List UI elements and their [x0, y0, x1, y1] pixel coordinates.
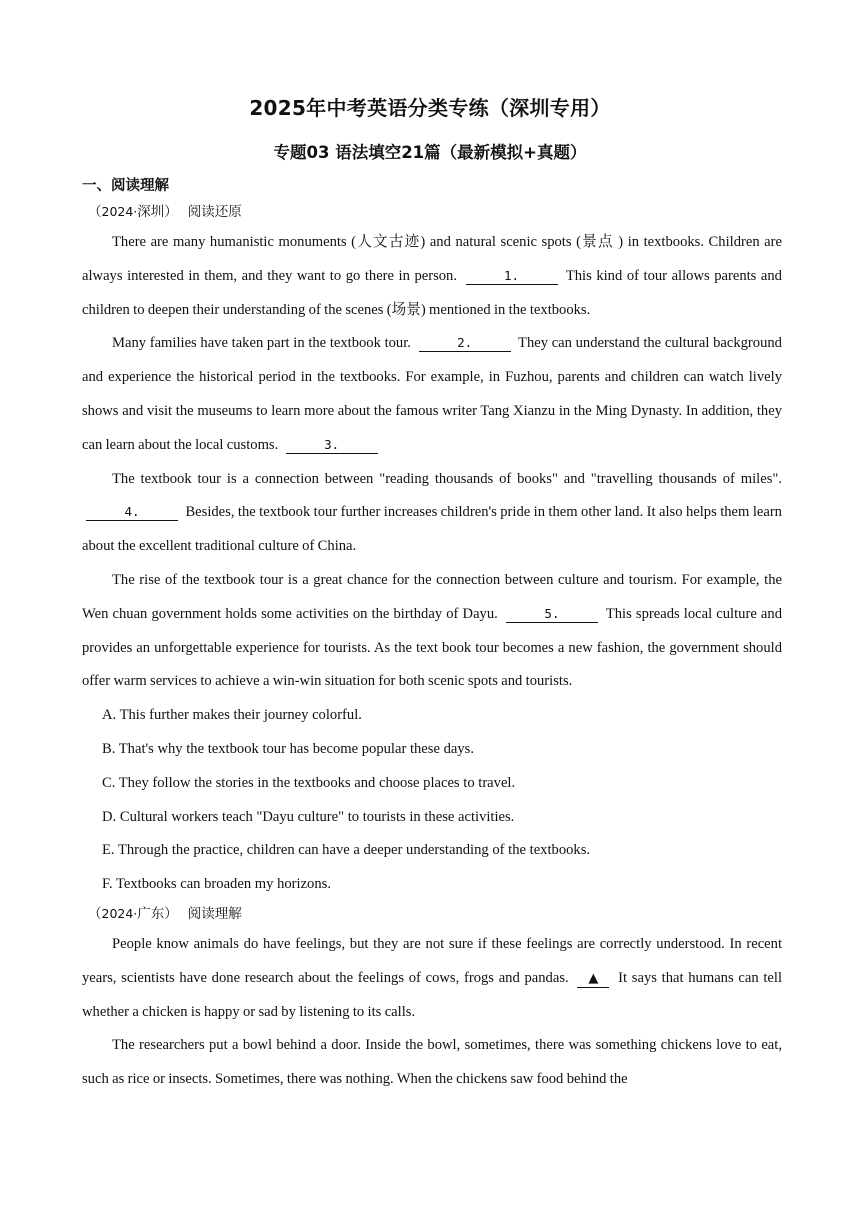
source-open: （	[88, 204, 102, 219]
paragraph-text: It says that humans can tell whether a chicken is happy or sad by listening to its calls.	[82, 969, 782, 1020]
passage1-paragraph-4	[82, 564, 782, 699]
option-c: C. They follow the stories in the textbooks and choose places to travel.	[102, 774, 516, 791]
paragraph-text: The researchers put a bowl behind a door. Inside the bowl, sometimes, there was something chickens love to eat, such as rice or insects. Sometimes, there was nothing. When the chickens saw food behind the	[82, 1037, 782, 1088]
option-e: E. Through the practice, children can have a deeper understanding of the textbooks.	[102, 842, 591, 859]
paragraph-text: This spreads local culture and provides an unforgettable experience for tourists. As the text book tour becomes a new fashion, the government should offer warm services to achieve a win-win situation for both scenic spots and tourists.	[82, 605, 783, 690]
document-subtitle: 专题03 语法填空21篇（最新模拟+真题）	[273, 143, 587, 162]
document-title: 2025年中考英语分类专练（深圳专用）	[249, 96, 611, 120]
paragraph-text: The textbook tour is a connection between "reading thousands of books" and "travelling thousands of miles".	[112, 470, 782, 487]
passage1-paragraph-2	[82, 327, 782, 462]
paragraph-text: There are many humanistic monuments (人文古迹) and natural scenic spots (景点 ) in textbooks. Children are always interested in them, and they want to go there in person.	[82, 234, 782, 284]
paragraph-text: They can understand the cultural background and experience the historical period in the textbooks. For example, in Fuzhou, parents and children can watch lively shows and visit the museums to learn more about the famous writer Tang Xianzu in the Ming Dynasty. In addition, they can learn about the local customs.	[82, 335, 782, 453]
document-content	[82, 200, 782, 1097]
paragraph-text: This kind of tour allows parents and children to deepen their understanding of the scenes (场景) mentioned in the textbooks.	[82, 267, 782, 318]
source-region: 广东）	[137, 905, 178, 921]
paragraph-text: People know animals do have feelings, but they are not sure if these feelings are correctly understood. In recent years, scientists have done research about the feelings of cows, frogs and pandas.	[82, 935, 782, 986]
source-region: 深圳）	[137, 204, 178, 219]
answer-blank-1[interactable]: 1.	[466, 267, 558, 285]
source-year: 2024·	[101, 204, 138, 219]
option-b: B. That's why the textbook tour has become popular these days.	[102, 740, 474, 757]
answer-blank-4[interactable]: 4.	[86, 503, 178, 521]
passage1-paragraph-1	[82, 226, 782, 327]
answer-blank-5[interactable]: 5.	[506, 605, 598, 623]
answer-blank-3[interactable]: 3.	[286, 436, 378, 454]
paragraph-text: The rise of the textbook tour is a great chance for the connection between culture and tourism. For example, the Wen chuan government holds some activities on the birthday of Dayu.	[82, 571, 782, 622]
answer-blank-2[interactable]: 2.	[419, 334, 511, 352]
option-a: A. This further makes their journey colorful.	[102, 707, 362, 724]
paragraph-text: Many families have taken part in the textbook tour.	[112, 335, 411, 352]
source-open: （	[88, 905, 102, 921]
section-heading: 一、阅读理解	[82, 178, 169, 194]
answer-options	[82, 699, 782, 902]
option-f: F. Textbooks can broaden my horizons.	[102, 876, 331, 893]
paragraph-text: Besides, the textbook tour further increases children's pride in them other land. It also helps them learn about the excellent traditional culture of China.	[82, 504, 782, 555]
source-type: 阅读还原	[187, 204, 242, 219]
source-type: 阅读理解	[187, 905, 242, 921]
passage2-source-tag	[88, 902, 782, 926]
passage1-source-tag	[88, 200, 782, 224]
passage2-paragraph-2	[82, 1029, 782, 1097]
passage1-paragraph-3	[82, 463, 782, 564]
option-d: D. Cultural workers teach "Dayu culture" to tourists in these activities.	[102, 808, 515, 825]
source-year: 2024·	[101, 905, 138, 921]
answer-blank-triangle[interactable]: ▲	[577, 970, 609, 988]
passage2-paragraph-1	[82, 928, 782, 1029]
